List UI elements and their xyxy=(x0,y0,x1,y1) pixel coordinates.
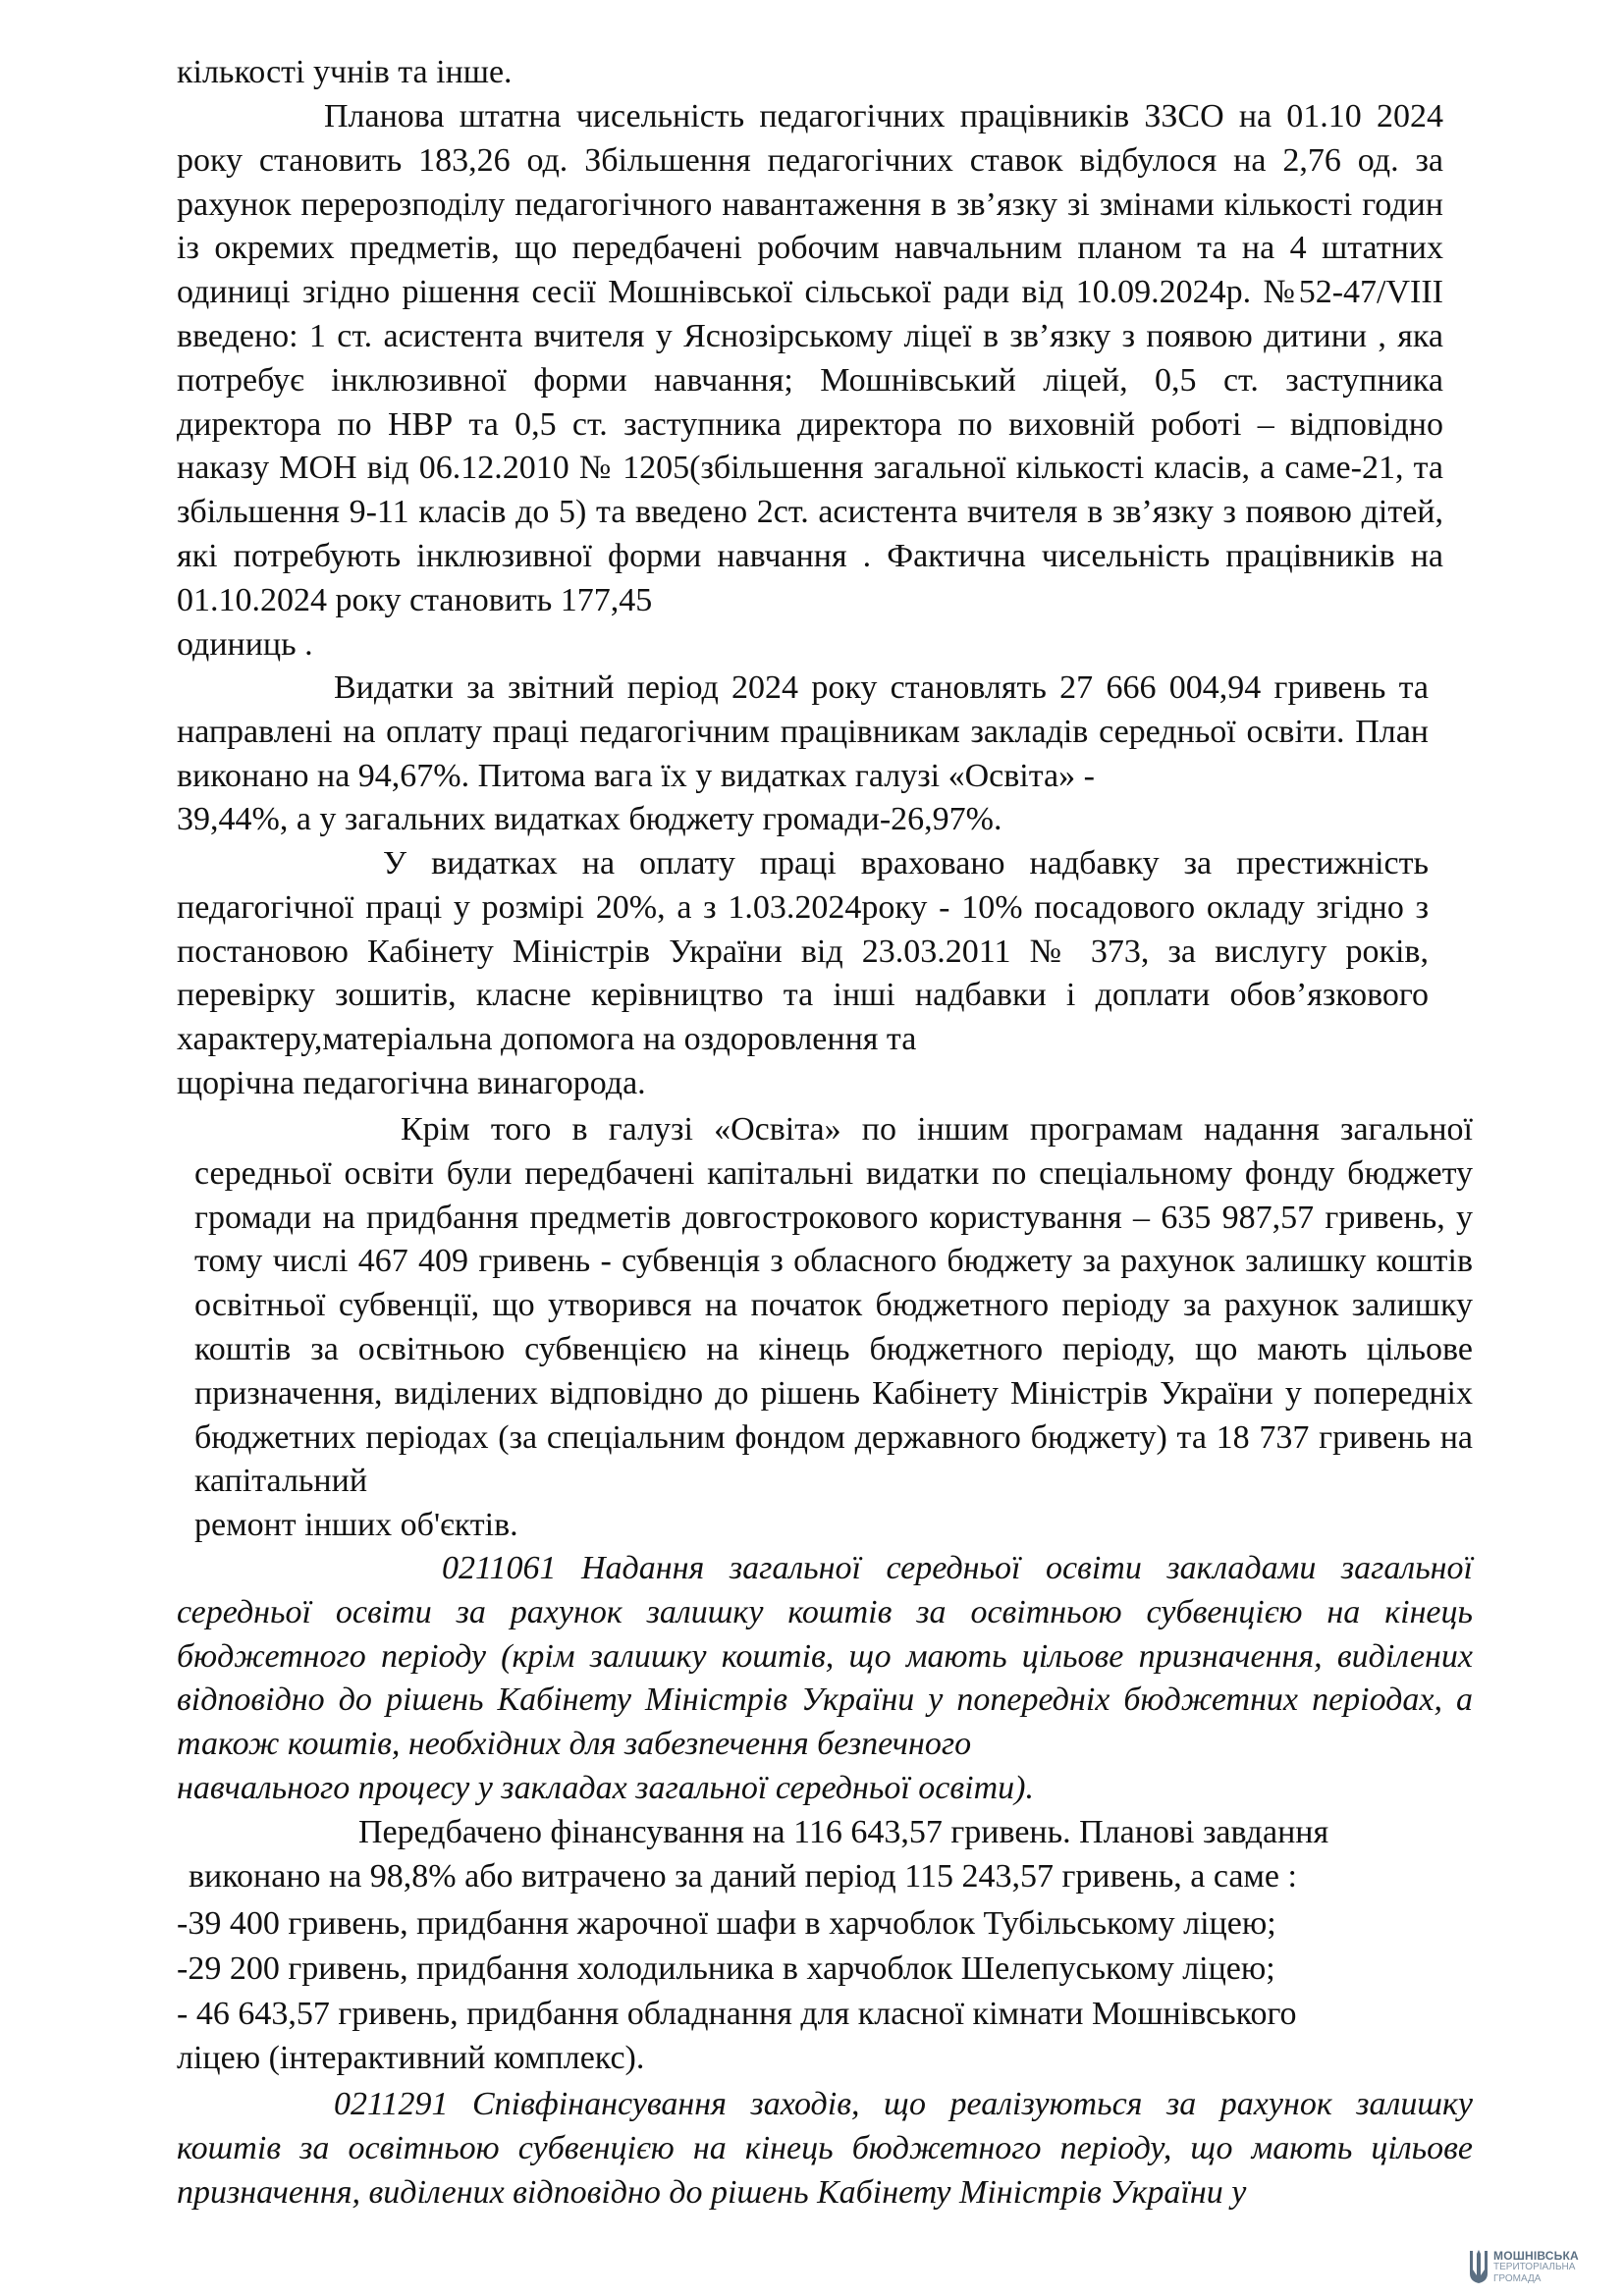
salary-paragraph-last-line: щорічна педагогічна винагорода. xyxy=(177,1064,646,1101)
expenses-paragraph xyxy=(177,667,1429,842)
capital-expenses-paragraph xyxy=(194,1108,1473,1548)
program-0211061-heading-body: 0211061 Надання загальної середньої освіти закладами загальної середньої освіти за рахунок залишку коштів за освітньою субвенцією на кінець бюджетного періоду (крім залишку коштів, що мають цільове призначення, виділених відповідно до рішень Кабінету Міністрів України у попередніх бюджетних періодах, а також коштів, необхідних для забезпечення безпечного xyxy=(177,1550,1473,1763)
expense-item-refrigerator: -29 200 гривень, придбання холодильника в харчоблок Шелепуському ліцею; xyxy=(177,1950,1275,1987)
staff-paragraph xyxy=(177,95,1443,667)
expenses-paragraph-body: Видатки за звітний період 2024 року становлять 27 666 004,94 гривень та направлені на оплату праці педагогічним працівникам закладів середньої освіти. План виконано на 94,67%. Питома вага їх у видатках галузі «Освіта» - xyxy=(177,669,1429,794)
financing-paragraph xyxy=(177,1811,1473,1899)
capital-expenses-paragraph-body: Крім того в галузі «Освіта» по іншим програмам надання загальної середньої освіти були передбачені капітальні видатки по спеціальному фонду бюджету громади на придбання предметів довгострокового користування – 635 987,57 гривень, у тому числі 467 409 гривень - субвенція з обласного бюджету за рахунок залишку коштів освітньої субвенції, що утворився на початок бюджетного періоду за рахунок залишку коштів за освітньою субвенцією на кінець бюджетного періоду, що мають цільове призначення, виділених відповідно до рішень Кабінету Міністрів України у попередніх бюджетних періодах (за спеціальним фондом державного бюджету) та 18 737 гривень на капітальний xyxy=(194,1111,1473,1500)
program-0211061-heading-last-line: навчального процесу у закладах загальної середньої освіти). xyxy=(177,1769,1034,1806)
logo-subtitle-line2: ГРОМАДА xyxy=(1493,2273,1542,2284)
expense-item-interactive-complex xyxy=(177,1993,1473,2081)
intro-tail: кількості учнів та інше. xyxy=(177,54,513,90)
salary-paragraph xyxy=(177,842,1429,1106)
trident-icon xyxy=(1468,2248,1489,2285)
expenses-paragraph-last-line: 39,44%, а у загальних видатках бюджету громади-26,97%. xyxy=(177,801,1002,838)
capital-expenses-paragraph-last-line: ремонт інших об'єктів. xyxy=(194,1507,518,1544)
expense-item-interactive-complex-body: - 46 643,57 гривень, придбання обладнання для класної кімнати Мошнівського xyxy=(177,1996,1297,2032)
program-0211061-heading xyxy=(177,1547,1473,1811)
expense-item-interactive-complex-last-line: ліцею (інтерактивний комплекс). xyxy=(177,2039,645,2076)
staff-paragraph-last-line: одиниць . xyxy=(177,625,313,663)
expense-item-oven: -39 400 гривень, придбання жарочної шафи в харчоблок Тубільському ліцею; xyxy=(177,1905,1276,1942)
program-0211291-heading-body: 0211291 Співфінансування заходів, що реалізуються за рахунок залишку коштів за освітньою субвенцією на кінець бюджетного періоду, що мають цільове призначення, виділених відповідно до рішень Кабінету Міністрів України у xyxy=(177,2086,1473,2211)
logo-title: МОШНІВСЬКА xyxy=(1493,2249,1579,2263)
salary-paragraph-body: У видатках на оплату праці враховано надбавку за престижність педагогічної праці у розмірі 20%, а з 1.03.2024року - 10% посадового окладу згідно з постановою Кабінету Міністрів України від 23.03.2011 № 373, за вислугу років, перевірку зошитів, класне керівництво та інші надбавки і доплати обов’язкового характеру,матеріальна допомога на оздоровлення та xyxy=(177,845,1429,1058)
financing-paragraph-body: Передбачено фінансування на 116 643,57 гривень. Планові завдання xyxy=(358,1814,1329,1850)
financing-paragraph-last-line: виконано на 98,8% або витрачено за даний період 115 243,57 гривень, а саме : xyxy=(189,1857,1297,1895)
staff-paragraph-body: Планова штатна чисельність педагогічних працівників ЗЗСО на 01.10 2024 року становить 183,26 од. Збільшення педагогічних ставок відбулося на 2,76 од. за рахунок перерозподілу педагогічного навантаження в зв’язку зі змінами кількості годин із окремих предметів, що передбачені робочим навчальним планом та на 4 штатних одиниці згідно рішення сесії Мошнівської сільської ради від 10.09.2024р. №52-47/VIII введено: 1 ст. асистента вчителя у Яснозірському ліцеї в зв’язку з появою дитини , яка потребує інклюзивної форми навчання; Мошнівський ліцей, 0,5 ст. заступника директора по НВР та 0,5 ст. заступника директора по виховній роботі – відповідно наказу МОН від 06.12.2010 № 1205(збільшення загальної кількості класів, а саме-21, та збільшення 9-11 класів до 5) та введено 2ст. асистента вчителя в зв’язку з появою дітей, які потребують інклюзивної форми навчання . Фактична чисельність працівників на 01.10.2024 року становить 177,45 xyxy=(177,98,1443,618)
program-0211291-heading xyxy=(177,2083,1473,2215)
community-logo xyxy=(1468,2248,1615,2291)
logo-subtitle-line1: ТЕРИТОРІАЛЬНА xyxy=(1493,2262,1576,2272)
